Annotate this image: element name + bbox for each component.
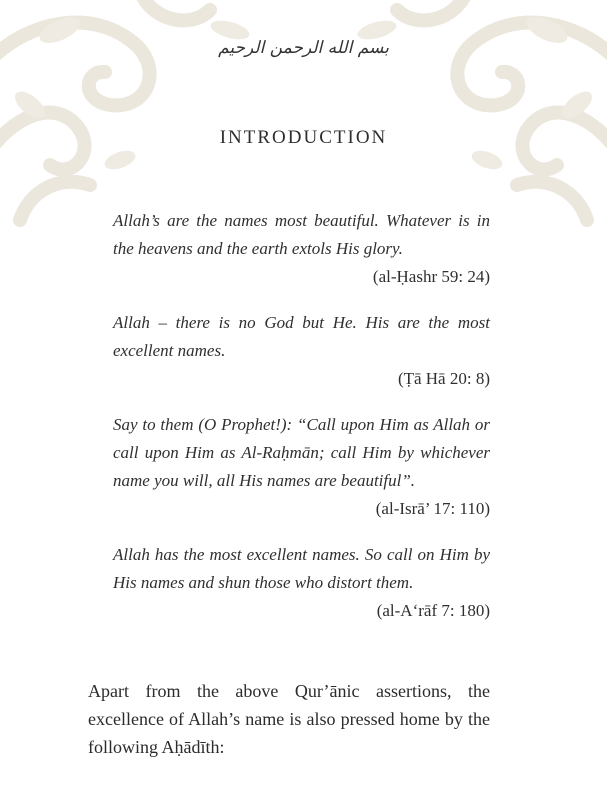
- quote-reference: (Ṭā Hā 20: 8): [397, 369, 490, 388]
- quote-block: [113, 309, 490, 392]
- floral-ornament-background: [0, 0, 607, 230]
- basmala-calligraphy: بسم الله الرحمن الرحيم: [218, 38, 389, 58]
- page-title: INTRODUCTION: [219, 127, 388, 148]
- body-paragraph: Apart from the above Qur’ānic assertions, the excellence of Allah’s name is also pressed home by the following Aḥādīth:: [88, 681, 490, 757]
- quote-reference: (al-A‘rāf 7: 180): [376, 601, 490, 620]
- quote-text: Allah has the most excellent names. So call on Him by His names and shun those who distort them.: [113, 545, 490, 592]
- quran-quotes: [113, 207, 490, 643]
- quote-reference: (al-Isrā’ 17: 110): [375, 499, 490, 518]
- quote-block: [113, 541, 490, 624]
- quote-text: Allah – there is no God but He. His are the most excellent names.: [113, 313, 490, 360]
- quote-block: [113, 411, 490, 522]
- quote-reference: (al-Ḥashr 59: 24): [372, 267, 490, 286]
- quote-block: [113, 207, 490, 290]
- quote-text: Say to them (O Prophet!): “Call upon Him as Allah or call upon Him as Al-Raḥmān; call Him by whichever name you will, all His names are beautiful”.: [113, 415, 490, 490]
- quote-text: Allah’s are the names most beautiful. Whatever is in the heavens and the earth extols His glory.: [113, 211, 490, 258]
